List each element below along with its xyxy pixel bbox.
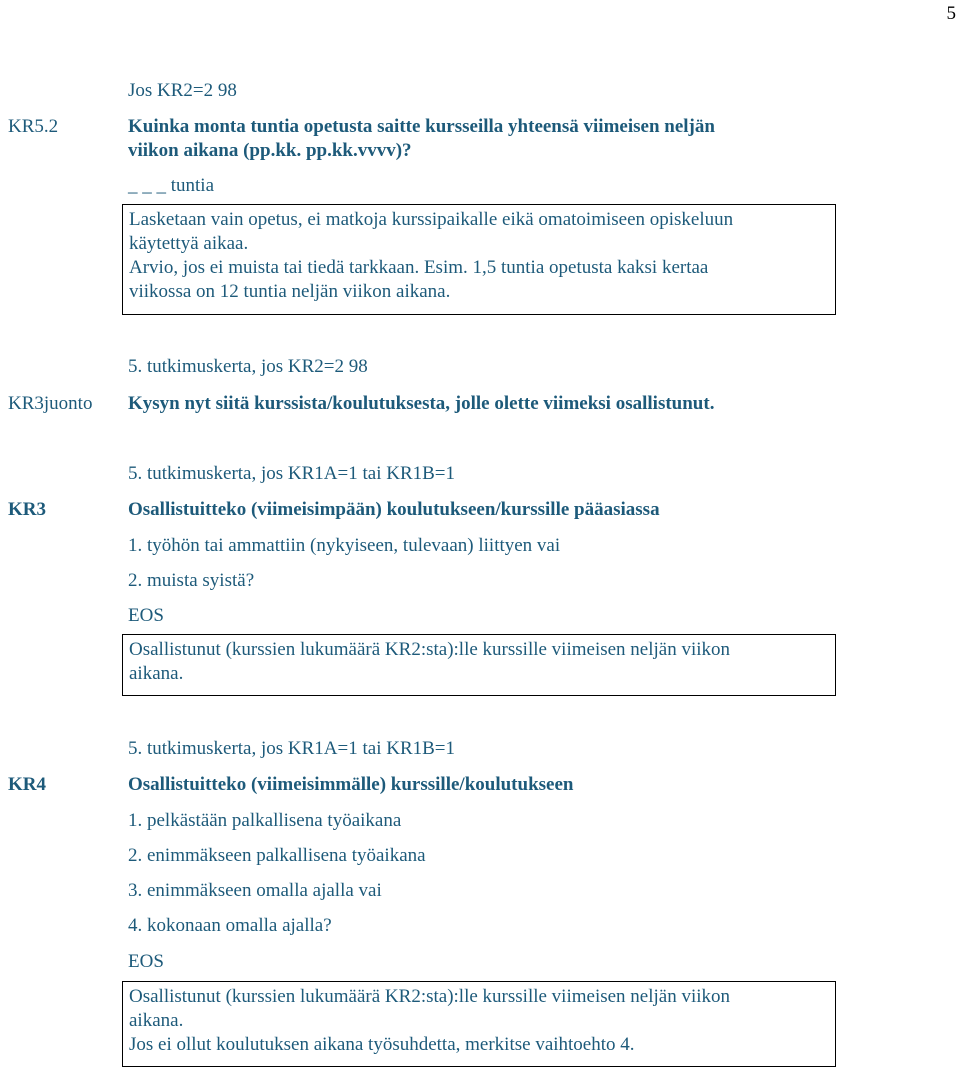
kr4-question: Osallistuitteko (viimeisimmälle) kurssille/koulutukseen: [128, 774, 574, 795]
kr4-option-3: 3. enimmäkseen omalla ajalla vai: [128, 880, 382, 901]
kr3juonto-code: KR3juonto: [8, 393, 93, 414]
kr3juonto-question: Kysyn nyt siitä kurssista/koulutuksesta, jolle olette viimeksi osallistunut.: [128, 393, 715, 414]
kr3-option-2: 2. muista syistä?: [128, 570, 255, 591]
kr4-code: KR4: [8, 774, 46, 795]
kr3juonto-condition: 5. tutkimuskerta, jos KR2=2 98: [128, 356, 368, 377]
kr3-note-line-2: aikana.: [129, 663, 184, 684]
kr4-option-2: 2. enimmäkseen palkallisena työaikana: [128, 845, 426, 866]
kr4-note-line-1: Osallistunut (kurssien lukumäärä KR2:sta):lle kurssille viimeisen neljän viikon: [129, 986, 731, 1007]
kr3-code: KR3: [8, 499, 46, 520]
kr3-option-eos: EOS: [128, 605, 164, 626]
kr4-note-box: [122, 981, 836, 1067]
kr4-condition: 5. tutkimuskerta, jos KR1A=1 tai KR1B=1: [128, 738, 456, 759]
kr4-note-line-3: Jos ei ollut koulutuksen aikana työsuhdetta, merkitse vaihtoehto 4.: [129, 1034, 635, 1055]
kr3-note-box: [122, 634, 836, 696]
kr52-note-line-2: käytettyä aikaa.: [129, 233, 249, 254]
kr3-option-1: 1. työhön tai ammattiin (nykyiseen, tulevaan) liittyen vai: [128, 535, 561, 556]
kr3-note-line-1: Osallistunut (kurssien lukumäärä KR2:sta):lle kurssille viimeisen neljän viikon: [129, 639, 731, 660]
kr52-condition: Jos KR2=2 98: [128, 80, 237, 101]
kr52-note-line-1: Lasketaan vain opetus, ei matkoja kurssipaikalle eikä omatoimiseen opiskeluun: [129, 209, 734, 230]
kr52-code: KR5.2: [8, 116, 59, 137]
kr4-option-1: 1. pelkästään palkallisena työaikana: [128, 810, 402, 831]
kr52-question-line-1: Kuinka monta tuntia opetusta saitte kursseilla yhteensä viimeisen neljän: [128, 116, 715, 137]
kr4-option-eos: EOS: [128, 951, 164, 972]
kr52-note-box: [122, 204, 836, 315]
page-number: 5: [946, 3, 956, 24]
kr4-note-line-2: aikana.: [129, 1010, 184, 1031]
kr52-answer-field: _ _ _ tuntia: [128, 175, 215, 196]
kr52-question-line-2: viikon aikana (pp.kk. pp.kk.vvvv)?: [128, 140, 412, 161]
kr3-question: Osallistuitteko (viimeisimpään) koulutukseen/kurssille pääasiassa: [128, 499, 660, 520]
kr52-note-line-4: viikossa on 12 tuntia neljän viikon aikana.: [129, 281, 451, 302]
kr4-option-4: 4. kokonaan omalla ajalla?: [128, 915, 332, 936]
kr3-condition: 5. tutkimuskerta, jos KR1A=1 tai KR1B=1: [128, 463, 456, 484]
kr52-note-line-3: Arvio, jos ei muista tai tiedä tarkkaan. Esim. 1,5 tuntia opetusta kaksi kertaa: [129, 257, 709, 278]
